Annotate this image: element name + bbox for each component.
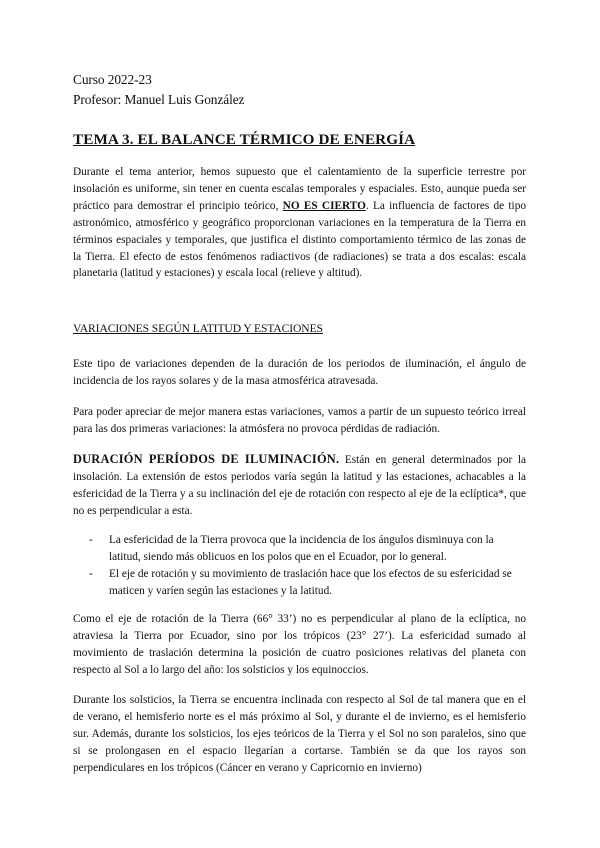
list-item-text: La esfericidad de la Tierra provoca que la incidencia de los ángulos disminuya con la latitud, siendo más oblicuos en los polos que en el Ecuador, por lo general. bbox=[109, 534, 494, 563]
list-item bbox=[73, 566, 526, 600]
illumination-paragraph bbox=[73, 451, 526, 520]
bullet-list bbox=[73, 532, 526, 600]
section-paragraph-2: Para poder apreciar de mejor manera estas variaciones, vamos a partir de un supuesto teórico irreal para las dos primeras variaciones: la atmósfera no provoca pérdidas de radiación. bbox=[73, 406, 526, 435]
section-heading: VARIACIONES SEGÚN LATITUD Y ESTACIONES bbox=[73, 322, 323, 335]
section-paragraph-1: Este tipo de variaciones dependen de la duración de los periodos de iluminación, el ángulo de incidencia de los rayos solares y de la masa atmosférica atravesada. bbox=[73, 358, 526, 387]
intro-emphasis: NO ES CIERTO bbox=[282, 199, 366, 212]
list-item bbox=[73, 532, 526, 566]
bullet-marker: - bbox=[89, 567, 93, 580]
intro-paragraph bbox=[73, 164, 526, 282]
page-title: TEMA 3. EL BALANCE TÉRMICO DE ENERGÍA bbox=[73, 131, 416, 148]
course-line: Curso 2022-23 bbox=[73, 72, 152, 87]
illumination-text: Están en general determinados por la insolación. La extensión de estos periodos varía según la latitud y las estaciones, achacables a la esfericidad de la Tierra y a su inclinación del eje de rotación con respecto al eje de la eclíptica*, que no es perpendicular a esta. bbox=[73, 454, 526, 517]
professor-line: Profesor: Manuel Luis González bbox=[73, 92, 245, 107]
bullet-marker: - bbox=[89, 534, 93, 546]
section-paragraph-4: Como el eje de rotación de la Tierra (66° 33’) no es perpendicular al plano de la eclíptica, no atraviesa la Tierra por Ecuador, sino por los trópicos (23° 27’). La esfericidad sumado al movimiento de traslación determina la posición de cuatro posiciones relativas del planeta con respecto al Sol a lo largo del año: los solsticios y los equinoccios. bbox=[73, 613, 526, 676]
list-item-text: El eje de rotación y su movimiento de traslación hace que los efectos de su esfericidad se maticen y varíen según las estaciones y la latitud. bbox=[109, 567, 512, 597]
section-paragraph-5: Durante los solsticios, la Tierra se encuentra inclinada con respecto al Sol de tal manera que en el de verano, el hemisferio norte es el más próximo al Sol, y durante el de invierno, es el hemisferio sur. Además, durante los solsticios, los ejes teóricos de la Tierra y el Sol no son paralelos, sino que si se prolongasen en el espacio llegarían a cortarse. También se da que los rayos son perpendiculares en los trópicos (Cáncer en verano y Capricornio en invierno) bbox=[73, 694, 526, 774]
intro-text-2: . La influencia de factores de tipo astronómico, atmosférico y geográfico proporcionan variaciones en la temperatura de la Tierra en términos espaciales y temporales, que justifica el distinto comportamiento térmico de las zonas de la Tierra. El efecto de estos fenómenos radiactivos (de radiaciones) se trata a dos escalas: escala planetaria (latitud y estaciones) y escala local (relieve y altitud). bbox=[73, 199, 526, 280]
intro-text-1: Durante el tema anterior, hemos supuesto que el calentamiento de la superficie terrestre por insolación es uniforme, sin tener en cuenta escalas temporales y espaciales. Esto, aunque pueda ser práctico para demostrar el principio teórico, bbox=[73, 166, 526, 212]
illumination-lead: DURACIÓN PERÍODOS DE ILUMINACIÓN. bbox=[73, 452, 340, 466]
